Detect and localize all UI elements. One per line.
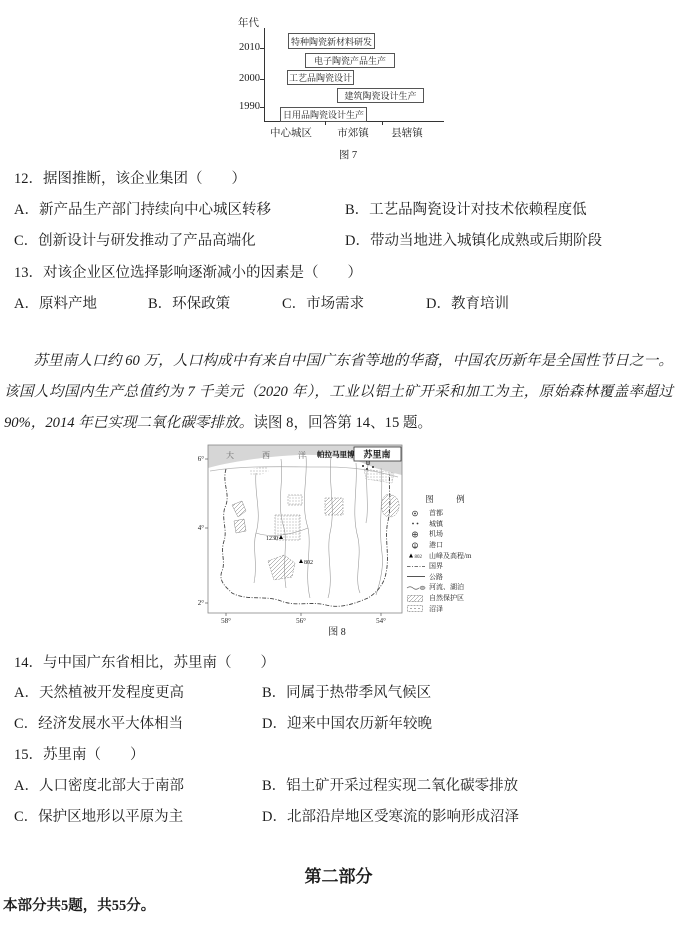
svg-text:1230: 1230: [266, 536, 278, 542]
figure7-ytick-2000: 2000: [239, 73, 260, 84]
lat-label-2: 2°: [197, 599, 204, 607]
border-line-icon: [405, 562, 429, 571]
road-line-icon: [405, 572, 429, 581]
question-13-option-c: C．市场需求: [282, 296, 365, 312]
swamp-area: [250, 466, 269, 476]
legend-item-airport: 机场: [405, 529, 485, 540]
figure7-box-daily-ceramics: 日用品陶瓷设计生产: [280, 107, 367, 122]
question-14-option-c: C．经济发展水平大体相当: [14, 716, 184, 732]
question-15-option-b: B．铝土矿开采过程实现二氧化碳零排放: [262, 778, 519, 794]
question-15-option-d: D．北部沿岸地区受寒流的影响形成沼泽: [262, 809, 519, 825]
swamp-icon: [405, 604, 429, 613]
lon-label-56: 56°: [296, 617, 306, 625]
lat-label-4: 4°: [197, 524, 204, 532]
capital-label: 帕拉马里博: [317, 450, 355, 459]
question-13-option-a: A．原料产地: [14, 296, 97, 312]
figure7-xtick-mark: [325, 121, 326, 125]
question-12-stem: 12．据图推断，该企业集团（ ）: [14, 171, 246, 187]
legend-item-swamp: 沼泽: [405, 603, 485, 614]
nature-reserve-area: [234, 519, 246, 533]
question-14-option-b: B．同属于热带季风气候区: [262, 685, 432, 701]
passage-figure-reference: 读图 8，回答第 14、15 题。: [253, 415, 433, 431]
river-lake-icon: [405, 583, 429, 592]
figure7-ytick-2010: 2010: [239, 42, 260, 53]
suriname-passage: [4, 346, 673, 439]
nature-reserve-area: [325, 498, 343, 515]
airport-icon: [405, 530, 429, 539]
question-14-option-a: A．天然植被开发程度更高: [14, 685, 184, 701]
national-border-line: [221, 469, 390, 606]
legend-title: 图 例: [425, 494, 472, 504]
part2-heading: 第二部分: [304, 867, 373, 886]
longitude-ticks: [226, 613, 381, 616]
lon-label-54: 54°: [376, 617, 386, 625]
legend-item-border: 国界: [405, 561, 485, 572]
figure7-ytick-mark: [260, 107, 265, 108]
nature-reserve-icon: [405, 594, 429, 603]
nature-reserve-area: [275, 515, 300, 540]
legend-item-capital: 首都: [405, 508, 485, 519]
figure7-box-building-ceramics: 建筑陶瓷设计生产: [337, 88, 424, 103]
nature-reserve-area: [268, 555, 295, 580]
figure7-ytick-mark: [260, 48, 265, 49]
peak-icon: [405, 551, 429, 560]
legend-item-peak: 802 山峰及高程/m: [405, 550, 485, 561]
nature-reserve-area: [288, 495, 302, 505]
figure7-timeline-diagram: [230, 8, 465, 165]
figure8-suriname-map: [196, 443, 488, 645]
question-15-option-c: C．保护区地形以平原为主: [14, 809, 184, 825]
nature-reserve-area: [232, 501, 246, 517]
passage-text: 苏里南人口约 60 万，人口构成中有来自中国广东省等地的华裔，中国农历新年是全国性节日之一。该国人均国内生产总值约为 7 千美元（2020 年），工业以铝土矿开采和加工为主，原始森林覆盖率超过 90%，2014 年已实现二氧化碳零排放。: [4, 353, 673, 431]
figure7-xtick-county-town: 县辖镇: [391, 128, 423, 139]
figure7-xtick-suburb-town: 市郊镇: [337, 128, 369, 139]
capital-icon: [405, 509, 429, 518]
town-icon: [405, 519, 429, 528]
svg-text:802: 802: [304, 560, 313, 566]
suriname-map-graphic: [196, 443, 404, 645]
lon-label-58: 58°: [221, 617, 231, 625]
legend-item-nature-reserve: 自然保护区: [405, 593, 485, 604]
question-12-option-d: D．带动当地进入城镇化成熟或后期阶段: [345, 233, 602, 249]
legend-item-port: 港口: [405, 540, 485, 551]
question-14-stem: 14．与中国广东省相比，苏里南（ ）: [14, 655, 275, 671]
figure8-caption: 图 8: [328, 627, 346, 638]
latitude-ticks: [205, 459, 208, 603]
question-13-option-d: D．教育培训: [426, 296, 509, 312]
figure7-box-electronic-ceramics: 电子陶瓷产品生产: [305, 53, 395, 68]
part2-note: 本部分共5题，共55分。: [3, 898, 156, 914]
figure8-legend: [405, 493, 485, 614]
figure7-ytick-mark: [260, 79, 265, 80]
legend-item-road: 公路: [405, 572, 485, 583]
legend-item-town: 城镇: [405, 519, 485, 530]
question-15-option-a: A．人口密度北部大于南部: [14, 778, 184, 794]
question-12-option-b: B．工艺品陶瓷设计对技术依赖程度低: [345, 202, 587, 218]
question-14-option-d: D．迎来中国农历新年较晚: [262, 716, 432, 732]
figure7-xtick-central-city: 中心城区: [270, 128, 312, 139]
question-12-option-a: A．新产品生产部门持续向中心城区转移: [14, 202, 271, 218]
ocean-label: 大 西 洋: [226, 451, 319, 460]
figure7-box-craft-ceramics: 工艺品陶瓷设计: [287, 70, 354, 85]
question-15-stem: 15．苏里南（ ）: [14, 747, 145, 763]
figure7-y-axis-label: 年代: [238, 18, 259, 29]
question-13-stem: 13．对该企业区位选择影响逐渐减小的因素是（ ）: [14, 265, 362, 281]
figure7-xtick-mark: [382, 121, 383, 125]
port-icon: [405, 541, 429, 550]
legend-item-river-lake: 河流、湖泊: [405, 582, 485, 593]
svg-text:802: 802: [414, 554, 422, 560]
region-label: 苏里南: [363, 449, 391, 460]
lat-label-6: 6°: [197, 455, 204, 463]
figure7-ytick-1990: 1990: [239, 101, 260, 112]
question-12-option-c: C．创新设计与研发推动了产品高端化: [14, 233, 256, 249]
question-13-option-b: B．环保政策: [148, 296, 231, 312]
nature-reserve-area: [382, 495, 400, 517]
figure7-caption: 图 7: [338, 150, 358, 161]
figure7-box-special-ceramics: 特种陶瓷新材料研发: [288, 33, 375, 49]
